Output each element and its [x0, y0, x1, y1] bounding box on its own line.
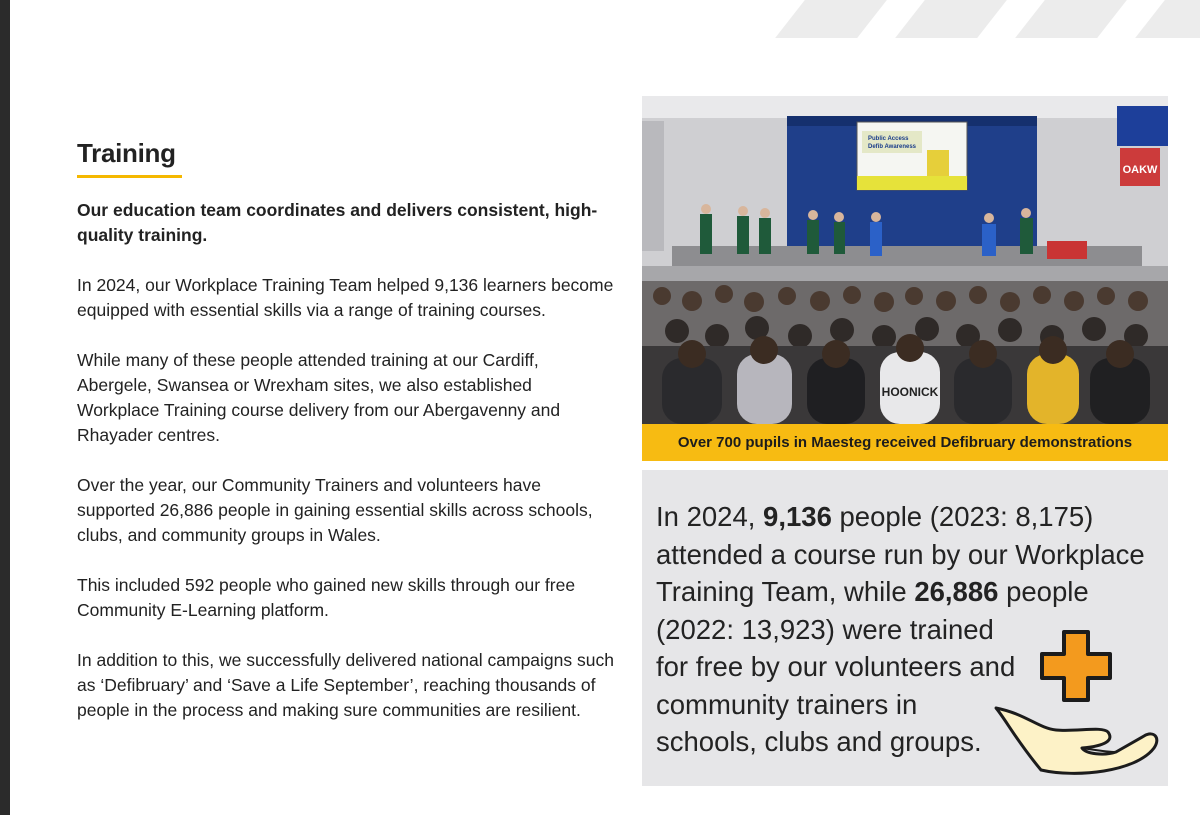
plus-icon	[1036, 626, 1116, 706]
stat-line: schools, clubs and groups.	[656, 726, 982, 757]
assembly-photo	[642, 96, 1168, 424]
hand-icon	[986, 700, 1166, 780]
paragraph: While many of these people attended training at our Cardiff, Abergele, Swansea or Wrexham sites, we also established Workplace Training course delivery from our Abergavenny and Rhayader centres.	[77, 350, 561, 445]
report-page	[10, 0, 1200, 815]
stat-line	[656, 498, 1166, 536]
paragraph: In addition to this, we successfully delivered national campaigns such as ‘Defibruary’ and ‘Save a Life September’, reaching thousands of people in the process and making sure communities are resilient.	[77, 650, 614, 720]
stat-line: community trainers in	[656, 688, 918, 720]
section-heading: Training	[77, 138, 176, 168]
decorative-stripes	[760, 0, 1200, 38]
stat-line	[656, 573, 1166, 611]
heading-underline	[77, 175, 182, 178]
statistics-box	[642, 470, 1168, 786]
stat-line: (2022: 13,923) were trained	[656, 613, 994, 645]
paragraph: In 2024, our Workplace Training Team helped 9,136 learners become equipped with essential skills via a range of training courses.	[77, 275, 614, 320]
paragraph: This included 592 people who gained new skills through our free Community E-Learning platform.	[77, 575, 576, 620]
shirt-text: HOONICK	[881, 385, 939, 399]
lead-paragraph: Our education team coordinates and delivers consistent, high-quality training.	[77, 200, 598, 245]
stat-text: In 2024,	[656, 501, 764, 532]
stat-highlight: 26,886	[914, 576, 999, 607]
photo-caption: Over 700 pupils in Maesteg received Defibruary demonstrations	[642, 424, 1168, 461]
stat-text: people	[998, 576, 1089, 607]
stat-text: people (2023: 8,175)	[831, 501, 1094, 532]
paragraph: Over the year, our Community Trainers and volunteers have supported 26,886 people in gaining essential skills across schools, clubs, and community groups in Wales.	[77, 475, 593, 545]
screen-title: Public Access	[868, 136, 909, 142]
screen-subtitle: Defib Awareness	[868, 144, 917, 150]
stat-line: for free by our volunteers and	[656, 651, 1016, 682]
stat-text: Training Team, while	[656, 576, 915, 607]
photo-illustration	[642, 96, 1168, 424]
stat-highlight: 9,136	[763, 501, 832, 532]
body-copy	[77, 198, 617, 748]
stat-line: attended a course run by our Workplace	[656, 538, 1145, 570]
banner-text: OAKW	[1122, 164, 1158, 176]
